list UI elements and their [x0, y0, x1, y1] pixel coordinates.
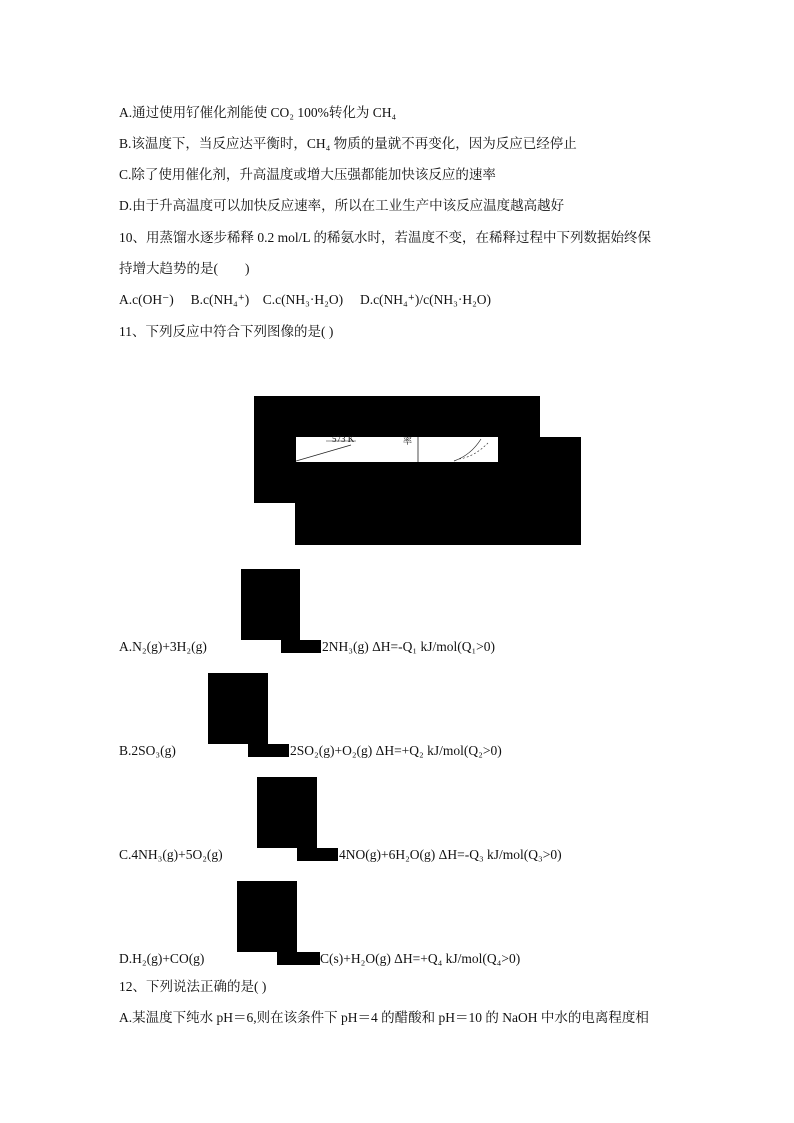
q12-stem: 12、下列说法正确的是( ): [119, 979, 267, 994]
redaction-block: [540, 437, 581, 545]
redaction-block: [254, 462, 540, 503]
q12-option-a: A.某温度下纯水 pH＝6,则在该条件下 pH＝4 的醋酸和 pH＝10 的 NaOH 中水的电离程度相: [119, 1010, 649, 1025]
q11-option-a-products: 2NH₃(g) ΔH=-Q₁ kJ/mol(Q₁>0): [322, 639, 496, 654]
graph-curve-segment: [296, 445, 351, 461]
redaction-block: [254, 396, 540, 437]
q9-option-b: B.该温度下，当反应达平衡时，CH₄ 物质的量就不再变化，因为反应已经停止: [119, 136, 577, 151]
redaction-block: [248, 744, 289, 757]
redaction-block: [237, 881, 297, 952]
q11-option-b-reactants: B.2SO₃(g): [119, 743, 176, 758]
q9-option-c: C.除了使用催化剂，升高温度或增大压强都能加快该反应的速率: [119, 167, 496, 182]
redaction-block: [281, 640, 321, 653]
q9-option-d: D.由于升高温度可以加快反应速率，所以在工业生产中该反应温度越高越好: [119, 198, 565, 213]
redaction-block: [241, 569, 300, 640]
q11-option-d-reactants: D.H₂(g)+CO(g): [119, 951, 205, 966]
redaction-block: [277, 952, 320, 965]
redaction-block: [498, 437, 540, 462]
q10-stem-line1: 10、用蒸馏水逐步稀释 0.2 mol/L 的稀氨水时，若温度不变，在稀释过程中下列数据始终保: [119, 230, 651, 245]
redaction-block: [254, 437, 296, 462]
graph-axis-label: 率: [403, 436, 413, 446]
q11-option-b-products: 2SO₂(g)+O₂(g) ΔH=+Q₂ kJ/mol(Q₂>0): [290, 743, 502, 758]
redaction-block: [208, 673, 268, 744]
q10-options: A.c(OH⁻) B.c(NH₄⁺) C.c(NH₃·H₂O) D.c(NH₄⁺)/c(NH₃·H₂O): [119, 292, 492, 307]
q11-option-c-reactants: C.4NH₃(g)+5O₂(g): [119, 847, 223, 862]
q11-stem: 11、下列反应中符合下列图像的是( ): [119, 324, 334, 339]
redaction-block: [297, 848, 338, 861]
q10-stem-line2: 持增大趋势的是( ): [119, 261, 250, 276]
q11-option-d-products: C(s)+H₂O(g) ΔH=+Q₄ kJ/mol(Q₄>0): [320, 951, 521, 966]
graph-visible-strip: [296, 437, 498, 462]
graph-temp-label: 573 K: [332, 434, 355, 444]
q9-option-a: A.通过使用钌催化剂能使 CO₂ 100%转化为 CH₄: [119, 105, 397, 120]
q11-option-a-reactants: A.N₂(g)+3H₂(g): [119, 639, 207, 654]
graph-curve-segment: [454, 439, 481, 461]
redaction-block: [295, 503, 540, 545]
q11-option-c-products: 4NO(g)+6H₂O(g) ΔH=-Q₃ kJ/mol(Q₃>0): [339, 847, 562, 862]
redaction-block: [257, 777, 317, 848]
